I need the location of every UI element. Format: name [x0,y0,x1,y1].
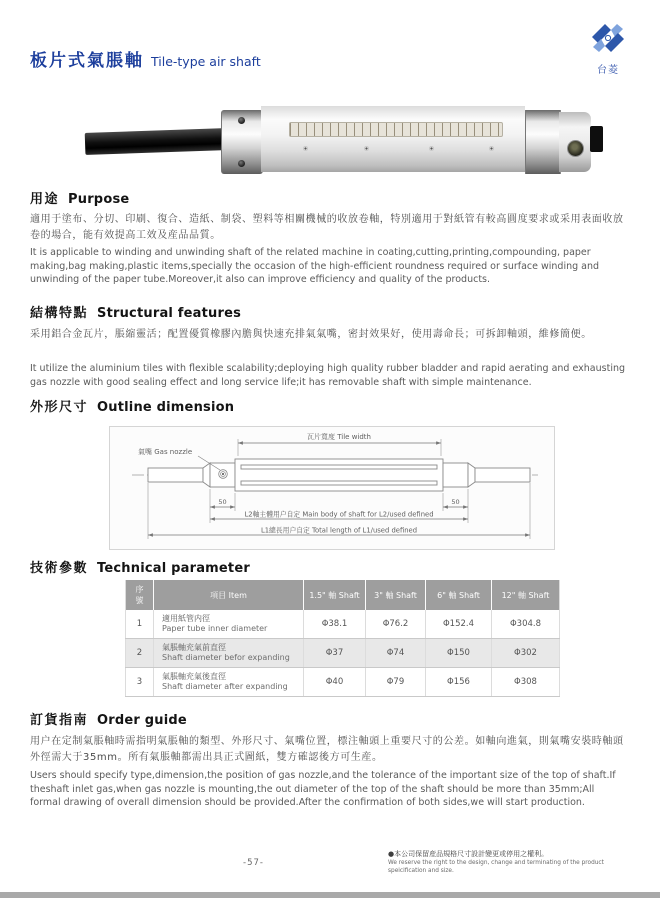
cell-no: 2 [126,639,154,668]
photo-gas-nozzle [567,140,584,157]
product-photo [85,98,603,178]
table-row [126,610,560,639]
features-text-en: It utilize the aluminium tiles with flexible scalability;deploying high quality rubber bladder and rapid aerating and exhausting gas nozzle with good sealing effect and long service life;it has removable shaft with simple maintenance. [30,363,626,388]
photo-right-cap [559,112,591,172]
table-row [126,639,560,668]
footer-note [388,850,634,875]
cell-value: Φ302 [492,639,560,668]
cell-value: Φ38.1 [304,610,366,639]
cell-value: Φ152.4 [426,610,492,639]
cell-value: Φ79 [366,668,426,697]
order-heading: 訂貨指南 Order guide [30,713,187,728]
dim-50-left: 50 [218,498,227,506]
features-text-zh: 采用鋁合金瓦片，脹縮靈活；配置優質橡膠內膽與快速充排氣氣嘴，密封效果好，使用壽命長；可拆卸軸頭，維修簡便。 [30,329,592,340]
footer-note-zh: ●本公司保留産品規格尺寸設計變更或停用之權利。 [388,850,549,858]
diagram-left-taper [203,463,210,487]
cell-value: Φ150 [426,639,492,668]
cell-value: Φ74 [366,639,426,668]
parameter-table [125,580,560,697]
cell-value: Φ308 [492,668,560,697]
cell-value: Φ76.2 [366,610,426,639]
col-header-12: 12" 軸 Shaft [492,580,560,610]
cell-item: 適用紙管内徑 Paper tube inner diameter [154,610,304,639]
company-logo-text: 台菱 [597,65,619,76]
purpose-heading: 用途 Purpose [30,192,130,207]
parameters-heading: 技術參數 Technical parameter [30,561,250,576]
cell-value: Φ156 [426,668,492,697]
outline-heading: 外形尺寸 Outline dimension [30,400,235,415]
l1-dimension-label: L1總長用户自定 Total length of L1/used defined [260,526,418,535]
page-title-en: Tile-type air shaft [151,54,261,69]
diagram-tile-slot-bottom [241,481,437,485]
photo-right-collar [525,110,561,174]
col-header-3: 3" 軸 Shaft [366,580,426,610]
diagram-tile-slot-top [241,465,437,469]
col-header-item: 項目 Item [154,580,304,610]
order-text-en: Users should specify type,dimension,the position of gas nozzle,and the tolerance of the important size of the top of shaft.If theshaft inlet gas,when gas nozzle is mounting,the out diameter of the top of the shaft should be more than 35mm;All formal drawing of overall dimension should be provided.After the confirmation of both sides,we will start production. [30,770,616,808]
purpose-text-zh: 適用于塗布、分切、印刷、復合、造紙、制袋、塑料等相關機械的收放卷軸，特別適用于對紙管有較高圓度要求或采用表面收放卷的場合，能有效提高工效及産品品質。 [30,214,624,241]
page-number: -57- [243,858,264,868]
diagram-main-body [235,459,443,491]
cell-no: 1 [126,610,154,639]
col-header-6: 6" 軸 Shaft [426,580,492,610]
diagram-right-taper [468,463,475,487]
table-row [126,668,560,697]
outline-diagram [109,426,555,550]
diagram-left-journal [148,468,203,482]
cell-item: 氣脹軸充氣前直徑 Shaft diameter befor expanding [154,639,304,668]
page-title [30,46,261,71]
l2-dimension-label: L2軸主體用户自定 Main body of shaft for L2/used defined [244,510,434,519]
diagram-right-journal [475,468,530,482]
dim-50-right: 50 [451,498,460,506]
company-logo [583,20,633,76]
photo-aluminium-body [261,106,525,172]
cell-value: Φ37 [304,639,366,668]
purpose-text-en: It is applicable to winding and unwinding shaft of the related machine in coating,cutting,printing,compounding, paper making,bag making,plastic items,specially the occasion of the high-efficient roundness required or surface winding and unwinding of the paper tube.Moreover,it also can improve efficiency and quality of the products. [30,247,600,285]
cell-item: 氣脹軸充氣後直徑 Shaft diameter after expanding [154,668,304,697]
photo-left-collar [221,110,263,174]
tile-width-label: 瓦片寬度 Tile width [306,433,372,441]
cell-value: Φ40 [304,668,366,697]
company-logo-icon [587,41,629,60]
photo-shaft-rod [85,128,228,155]
table-header-row [126,580,560,610]
col-header-1-5: 1.5" 軸 Shaft [304,580,366,610]
features-heading: 結構特點 Structural features [30,306,242,321]
cell-value: Φ304.8 [492,610,560,639]
bottom-bar [0,892,660,898]
footer-note-en: We reserve the right to the design, change and terminating of the product speicification and size. [388,860,604,874]
page-title-zh: 板片式氣脹軸 [30,51,144,71]
cell-no: 3 [126,668,154,697]
diagram-right-cap [443,463,468,487]
gas-nozzle-label: 氣嘴 Gas nozzle [138,448,193,456]
photo-tile-strip [289,122,503,137]
order-text-zh: 用户在定制氣脹軸時需指明氣脹軸的類型、外形尺寸、氣嘴位置，標注軸頭上重要尺寸的公差。如軸向進氣，則氣嘴安裝時軸頭外徑需大于35mm。所有氣脹軸都需出具正式圖紙，雙方確認後方可生産。 [30,736,624,763]
photo-end-nub [590,126,603,152]
col-header-no: 序號 [126,580,154,610]
